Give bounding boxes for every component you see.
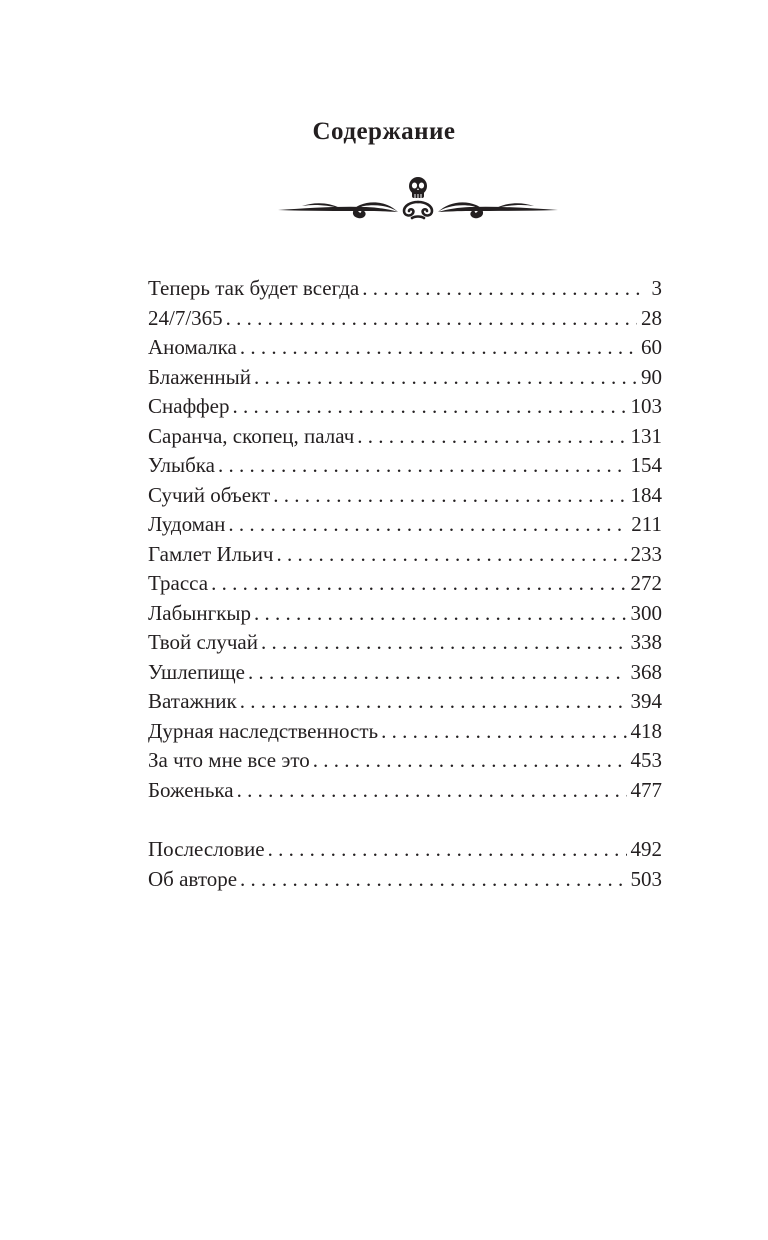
toc-leader-dots: [357, 422, 626, 452]
toc-entry[interactable]: [148, 687, 662, 717]
toc-entry-page: 131: [630, 423, 662, 448]
toc-entry-title: Боженька: [148, 777, 234, 802]
toc-leader-dots: [261, 628, 627, 658]
toc-entry-page: 60: [641, 335, 662, 359]
toc-entry[interactable]: [148, 510, 662, 540]
toc-entry[interactable]: [148, 658, 662, 688]
toc-entry-title: Улыбка: [148, 453, 215, 477]
toc-entry-title: Трасса: [148, 571, 209, 595]
toc-leader-dots: [276, 540, 626, 570]
toc-entry[interactable]: [148, 599, 662, 629]
toc-leader-dots: [268, 835, 627, 865]
toc-entry[interactable]: [148, 392, 662, 422]
toc-entry-page: 233: [630, 541, 662, 566]
table-of-contents: [148, 274, 662, 894]
toc-entry-page: 103: [630, 394, 662, 418]
toc-leader-dots: [228, 510, 627, 540]
toc-entry-title: Снаффер: [148, 394, 230, 418]
toc-entry-title: Теперь так будет всегда: [148, 276, 360, 300]
toc-entry-page: 211: [631, 512, 662, 536]
toc-entry[interactable]: [148, 746, 662, 776]
toc-leader-dots: [254, 599, 626, 629]
toc-leader-dots: [240, 865, 626, 895]
toc-entry-page: 503: [630, 866, 662, 891]
toc-entry[interactable]: [148, 451, 662, 481]
toc-entry-page: 184: [630, 482, 662, 507]
toc-leader-dots: [240, 333, 637, 363]
toc-entry-page: 394: [630, 689, 662, 713]
toc-entry[interactable]: [148, 628, 662, 658]
toc-entry-title: Аномалка: [148, 335, 237, 359]
toc-entry-title: 24/7/365: [148, 305, 223, 330]
toc-entry-title: Ватажник: [148, 689, 237, 713]
toc-entry-page: 338: [630, 630, 662, 654]
toc-entry[interactable]: [148, 363, 662, 393]
toc-entry[interactable]: [148, 422, 662, 452]
toc-entry-title: Об авторе: [148, 866, 238, 891]
toc-entry-title: Твой случай: [148, 630, 258, 654]
toc-entry-page: 272: [630, 571, 662, 595]
toc-entry-page: 90: [641, 364, 662, 389]
toc-entry-title: За что мне все это: [148, 748, 310, 772]
toc-entry-title: Ушлепище: [148, 659, 245, 684]
toc-entry-page: 418: [630, 718, 662, 743]
toc-entry[interactable]: [148, 717, 662, 747]
toc-entry-title: Сучий объект: [148, 482, 271, 507]
toc-entry[interactable]: [148, 274, 662, 304]
toc-entry-page: 300: [630, 600, 662, 625]
toc-entry-page: 3: [651, 276, 662, 300]
toc-leader-dots: [240, 687, 627, 717]
toc-entry-title: Лабынгкыр: [148, 600, 252, 625]
toc-entry-title: Лудоман: [148, 512, 226, 536]
section-spacer: [148, 805, 662, 835]
toc-leader-dots: [248, 658, 627, 688]
toc-leader-dots: [232, 392, 626, 422]
toc-leader-dots: [237, 776, 627, 806]
toc-leader-dots: [254, 363, 637, 393]
toc-entry-about-author[interactable]: [148, 865, 662, 895]
toc-leader-dots: [211, 569, 626, 599]
toc-leader-dots: [218, 451, 627, 481]
toc-leader-dots: [381, 717, 626, 747]
skull-flourish-ornament-icon: [278, 172, 558, 224]
toc-entry[interactable]: [148, 304, 662, 334]
toc-entry-title: Блаженный: [148, 364, 251, 389]
toc-entry-page: 453: [630, 748, 662, 772]
toc-entry[interactable]: [148, 333, 662, 363]
toc-entry[interactable]: [148, 776, 662, 806]
toc-leader-dots: [226, 304, 637, 334]
toc-entry-page: 154: [630, 453, 662, 477]
toc-entry-page: 368: [630, 659, 662, 684]
toc-entry-page: 477: [630, 777, 662, 802]
toc-entry-page: 28: [641, 305, 662, 330]
toc-leader-dots: [313, 746, 627, 776]
toc-leader-dots: [273, 481, 626, 511]
toc-entry[interactable]: [148, 569, 662, 599]
toc-entry-page: 492: [630, 837, 662, 861]
toc-entry[interactable]: [148, 540, 662, 570]
toc-entry-title: Гамлет Ильич: [148, 541, 274, 566]
page-title: Содержание: [312, 118, 456, 145]
toc-entry-title: Послесловие: [148, 837, 265, 861]
toc-entry[interactable]: [148, 481, 662, 511]
toc-entry-title: Саранча, скопец, палач: [148, 423, 355, 448]
toc-entry-afterword[interactable]: [148, 835, 662, 865]
toc-leader-dots: [362, 274, 644, 304]
toc-entry-title: Дурная наследственность: [148, 718, 379, 743]
